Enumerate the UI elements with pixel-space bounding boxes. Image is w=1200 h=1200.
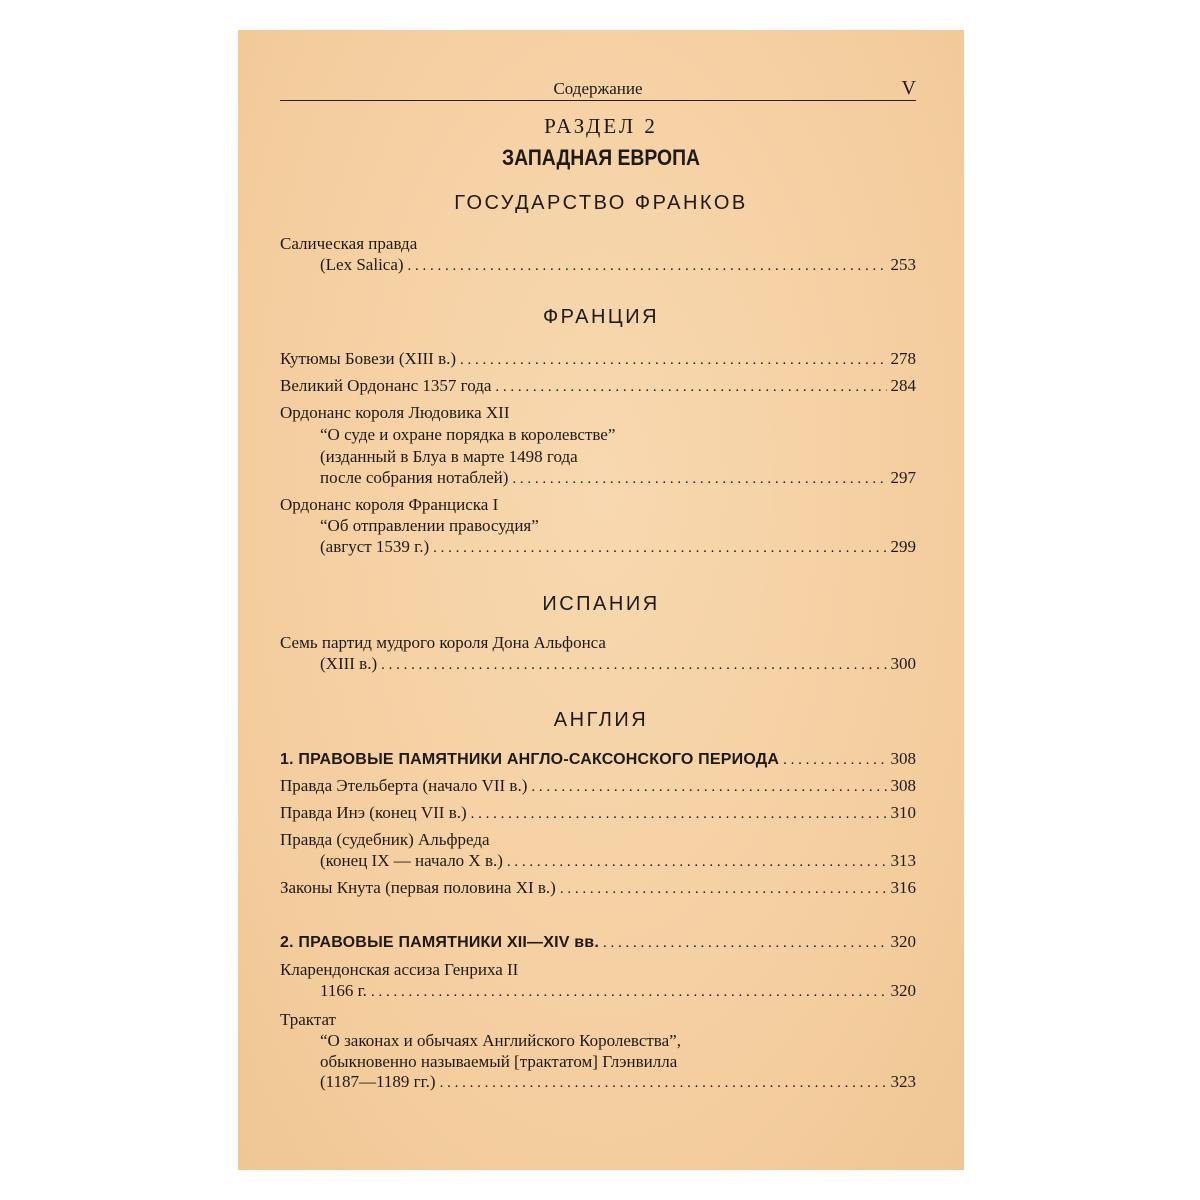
toc-entry [280,349,916,371]
heading-france: ФРАНЦИЯ [542,306,660,328]
toc-entry-title: Семь партид мудрого короля Дона Альфонса [280,633,606,652]
leader-dots [371,984,887,1001]
toc-entry [320,851,916,873]
toc-page-number: 320 [890,932,916,951]
leader-dots [512,471,886,488]
toc-section-title: 2. ПРАВОВЫЕ ПАМЯТНИКИ XII—XIV вв. [280,934,599,951]
toc-entry-title: Салическая правда [280,234,418,253]
part-title: ЗАПАДНАЯ ЕВРОПА [501,145,701,170]
heading-spain: ИСПАНИЯ [542,593,660,615]
toc-page-number: 278 [890,349,916,368]
toc-page-number: 323 [890,1072,916,1091]
toc-entry [280,776,916,798]
leader-dots [408,258,887,275]
toc-page-number: 253 [890,255,916,274]
leader-dots [531,779,886,796]
toc-entry-title: Трактат [280,1010,336,1029]
running-head-title: Содержание [553,79,643,98]
toc-entry [280,803,916,825]
running-head [280,78,916,101]
toc-entry-subtitle: “О законах и обычаях Английского Королевства”, [320,1031,681,1050]
leader-dots [507,854,887,871]
toc-page-number: 300 [890,654,916,673]
toc-entry [320,255,916,277]
toc-entry-title: (Lex Salica) [320,255,404,274]
leader-dots [560,881,887,898]
toc-entry-title: Правда Инэ (конец VII в.) [280,803,467,822]
toc-entry-title: Кларендонская ассиза Генриха II [280,960,519,979]
leader-dots [471,806,887,823]
toc-section-entry [280,932,916,954]
leader-dots [495,379,886,396]
toc-entry-subtitle: (1187—1189 гг.) [320,1072,436,1091]
toc-page-number: 308 [890,776,916,795]
toc-entry-subtitle: (август 1539 г.) [320,537,430,556]
toc-entry-subtitle: (конец IX — начало X в.) [320,851,503,870]
toc-entry [320,981,916,1003]
toc-entry [280,878,916,900]
toc-entry [320,468,916,490]
toc-entry-title: Ордонанс короля Людовика XII [280,403,510,422]
toc-entry-subtitle: (XIII в.) [320,654,378,673]
leader-dots [783,752,886,769]
toc-entry-title: Правда Этельберта (начало VII в.) [280,776,528,795]
leader-dots [433,540,886,557]
toc-section-entry [280,749,916,771]
toc-entry-subtitle: (изданный в Блуа в марте 1498 года [320,447,578,466]
toc-entry-title: Законы Кнута (первая половина XI в.) [280,878,556,897]
heading-england: АНГЛИЯ [553,709,649,731]
toc-entry-subtitle: “О суде и охране порядка в королевстве” [320,425,616,444]
page-number: V [901,77,916,99]
heading-frankish-state: ГОСУДАРСТВО ФРАНКОВ [454,192,748,214]
part-label: РАЗДЕЛ 2 [544,114,658,138]
toc-page-number: 308 [890,749,916,768]
toc-entry-subtitle: после собрания нотаблей) [320,468,509,487]
toc-entry-title: Правда (судебник) Альфреда [280,830,490,849]
toc-entry-subtitle: “Об отправлении правосудия” [320,516,539,535]
toc-page-number: 297 [890,468,916,487]
toc-entry [320,654,916,676]
toc-page-number: 299 [890,537,916,556]
toc-entry-title: Великий Ордонанс 1357 года [280,376,492,395]
toc-page-number: 316 [890,878,916,897]
toc-entry [280,376,916,398]
leader-dots [603,935,887,952]
toc-entry-subtitle: обыкновенно называемый [трактатом] Глэнвилла [320,1052,678,1071]
toc-section-title: 1. ПРАВОВЫЕ ПАМЯТНИКИ АНГЛО-САКСОНСКОГО ПЕРИОДА [280,751,780,768]
toc-entry-title: Кутюмы Бовези (XIII в.) [280,349,457,368]
toc-page-number: 320 [890,981,916,1000]
toc-entry [320,1072,916,1094]
toc-page-number: 310 [890,803,916,822]
toc-entry-subtitle: 1166 г. [320,981,367,1000]
leader-dots [460,352,886,369]
toc-entry-title: Ордонанс короля Франциска I [280,495,499,514]
leader-dots [440,1075,887,1092]
leader-dots [381,657,886,674]
toc-entry [320,537,916,559]
toc-page-number: 284 [890,376,916,395]
toc-page-number: 313 [890,851,916,870]
